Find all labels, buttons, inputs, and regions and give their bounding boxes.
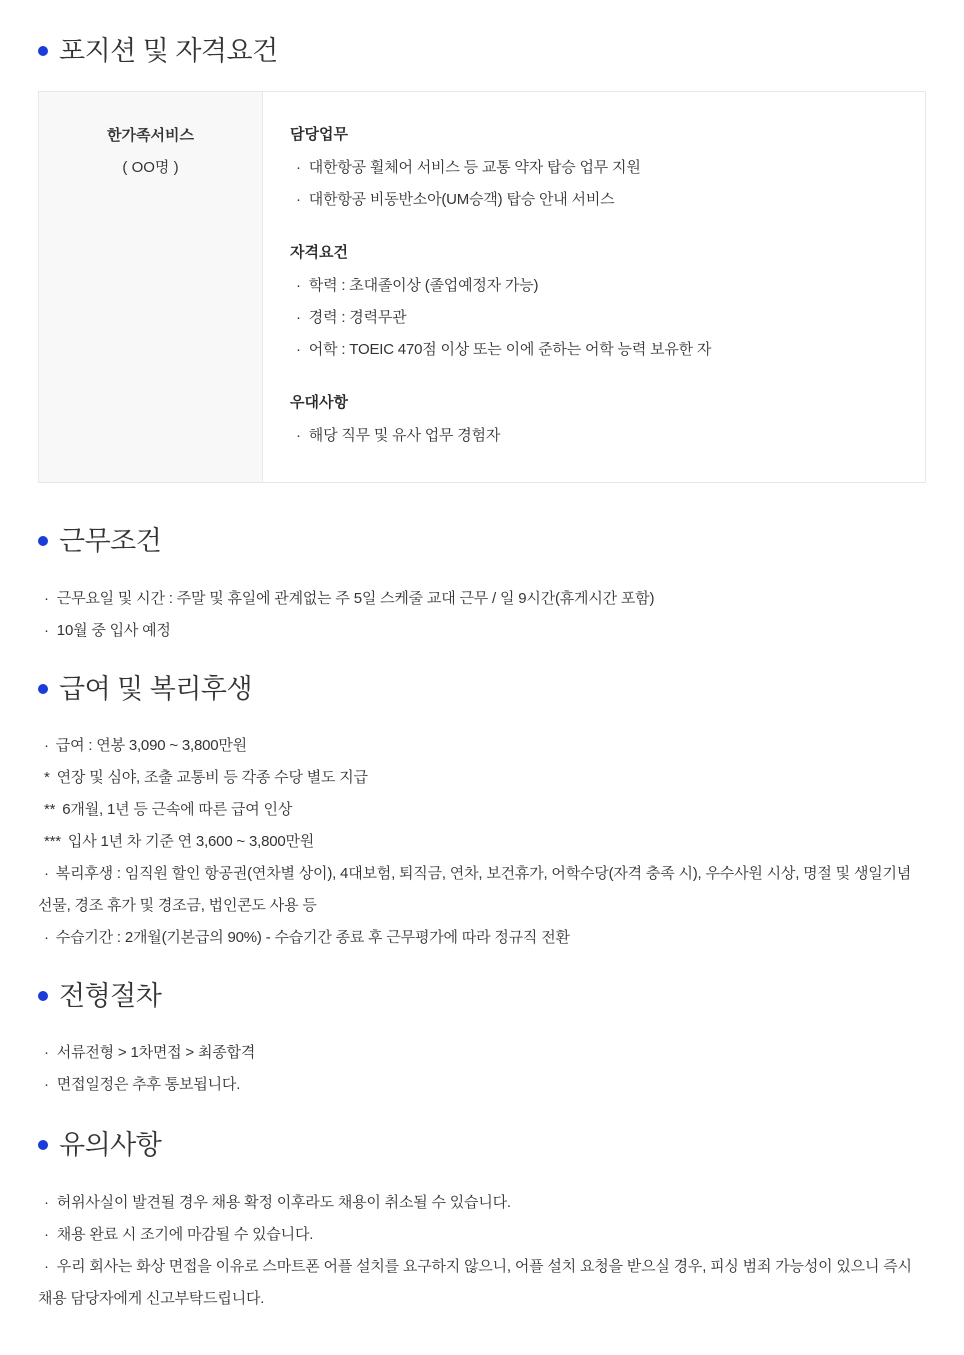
bullet-text: 10월 중 입사 예정 (56, 622, 171, 639)
bullet-text: 우리 회사는 화상 면접을 이유로 스마트폰 어플 설치를 요구하지 않으니, 어플 설치 요청을 받으실 경우, 피싱 범죄 가능성이 있으니 즉시 채용 담당자에게 신고부탁드립니다. (38, 1258, 912, 1307)
bullet-item (38, 615, 926, 647)
line-prefix: ** (44, 801, 56, 818)
bullet-item (290, 184, 895, 216)
bullet-dot: · (296, 427, 301, 444)
section-position-requirements (38, 33, 926, 483)
bullet-item (38, 922, 926, 954)
line-prefix: · (44, 737, 49, 754)
bullet-text: 대한항공 휠체어 서비스 등 교통 약자 탑승 업무 지원 (308, 159, 641, 176)
line-prefix: · (44, 865, 49, 882)
qualifications-group (290, 238, 895, 366)
footnote-item (38, 762, 926, 794)
bullet-item (290, 302, 895, 334)
bullet-text: 채용 완료 시 조기에 마감될 수 있습니다. (56, 1226, 314, 1243)
bullet-item (38, 583, 926, 615)
section-title-text: 근무조건 (59, 526, 162, 556)
duties-group (290, 120, 895, 216)
salary-benefits-list (38, 730, 926, 954)
bullet-text: 수습기간 : 2개월(기본급의 90%) - 수습기간 종료 후 근무평가에 따라 정규직 전환 (55, 929, 570, 946)
preferred-group (290, 388, 895, 452)
section-title-work-conditions (38, 523, 926, 559)
bullet-dot: · (44, 1044, 49, 1061)
section-title-salary-benefits (38, 671, 926, 707)
position-headcount: ( OO명 ) (122, 159, 179, 176)
footnote-text: 연장 및 심야, 조출 교통비 등 각종 수당 별도 지급 (56, 769, 368, 786)
bullet-text: 허위사실이 발견될 경우 채용 확정 이후라도 채용이 취소될 수 있습니다. (56, 1194, 511, 1211)
bullet-dot: · (44, 1076, 49, 1093)
section-bullet-icon (38, 684, 48, 694)
section-bullet-icon (38, 46, 48, 56)
bullet-item (38, 1251, 926, 1315)
position-name: 한가족서비스 (107, 127, 194, 144)
section-title-text: 전형절차 (59, 981, 162, 1011)
bullet-item (38, 858, 926, 922)
bullet-text: 어학 : TOEIC 470점 이상 또는 이에 준하는 어학 능력 보유한 자 (308, 341, 712, 358)
position-table-right-cell (263, 92, 925, 482)
work-conditions-list (38, 583, 926, 647)
footnote-item (38, 794, 926, 826)
section-title-text: 급여 및 복리후생 (59, 674, 253, 704)
position-table-left-cell (39, 92, 263, 482)
preferred-heading: 우대사항 (290, 394, 348, 411)
bullet-dot: · (296, 191, 301, 208)
bullet-dot: · (44, 1194, 49, 1211)
line-prefix: * (44, 769, 50, 786)
footnote-text: 입사 1년 차 기준 연 3,600 ~ 3,800만원 (67, 833, 315, 850)
bullet-text: 경력 : 경력무관 (308, 309, 407, 326)
bullet-item (38, 730, 926, 762)
bullet-dot: · (296, 309, 301, 326)
bullet-item (290, 270, 895, 302)
bullet-item (290, 334, 895, 366)
bullet-text: 복리후생 : 임직원 할인 항공권(연차별 상이), 4대보험, 퇴직금, 연차, 보건휴가, 어학수당(자격 충족 시), 우수사원 시상, 명절 및 생일기념 선물, 경조 휴가 및 경조금, 법인콘도 사용 등 (38, 865, 912, 914)
section-title-selection-process (38, 978, 926, 1014)
qualifications-heading: 자격요건 (290, 244, 348, 261)
bullet-item (290, 152, 895, 184)
duties-heading: 담당업무 (290, 126, 348, 143)
bullet-dot: · (44, 590, 49, 607)
section-title-position (38, 33, 926, 69)
notes-list (38, 1187, 926, 1315)
bullet-dot: · (44, 1258, 49, 1275)
section-title-notes (38, 1127, 926, 1163)
bullet-item (38, 1187, 926, 1219)
selection-process-list (38, 1037, 926, 1101)
bullet-item (38, 1037, 926, 1069)
bullet-dot: · (296, 277, 301, 294)
bullet-item (290, 420, 895, 452)
section-title-text: 포지션 및 자격요건 (59, 36, 278, 66)
line-prefix: · (44, 929, 49, 946)
footnote-text: 6개월, 1년 등 근속에 따른 급여 인상 (62, 801, 293, 818)
bullet-text: 대한항공 비동반소아(UM승객) 탑승 안내 서비스 (308, 191, 615, 208)
section-title-text: 유의사항 (59, 1130, 162, 1160)
bullet-text: 학력 : 초대졸이상 (졸업예정자 가능) (308, 277, 539, 294)
section-bullet-icon (38, 536, 48, 546)
position-table (38, 91, 926, 483)
bullet-dot: · (296, 159, 301, 176)
section-work-conditions (38, 523, 926, 647)
bullet-item (38, 1219, 926, 1251)
section-notes (38, 1127, 926, 1315)
section-selection-process (38, 978, 926, 1101)
bullet-dot: · (296, 341, 301, 358)
bullet-text: 급여 : 연봉 3,090 ~ 3,800만원 (55, 737, 247, 754)
bullet-item (38, 1069, 926, 1101)
section-salary-benefits (38, 671, 926, 954)
bullet-dot: · (44, 622, 49, 639)
bullet-text: 면접일정은 추후 통보됩니다. (56, 1076, 241, 1093)
section-bullet-icon (38, 991, 48, 1001)
footnote-item (38, 826, 926, 858)
bullet-text: 서류전형 > 1차면접 > 최종합격 (56, 1044, 256, 1061)
bullet-text: 근무요일 및 시간 : 주말 및 휴일에 관계없는 주 5일 스케줄 교대 근무 / 일 9시간(휴게시간 포함) (56, 590, 655, 607)
line-prefix: *** (44, 833, 61, 850)
bullet-text: 해당 직무 및 유사 업무 경험자 (308, 427, 501, 444)
bullet-dot: · (44, 1226, 49, 1243)
section-bullet-icon (38, 1140, 48, 1150)
